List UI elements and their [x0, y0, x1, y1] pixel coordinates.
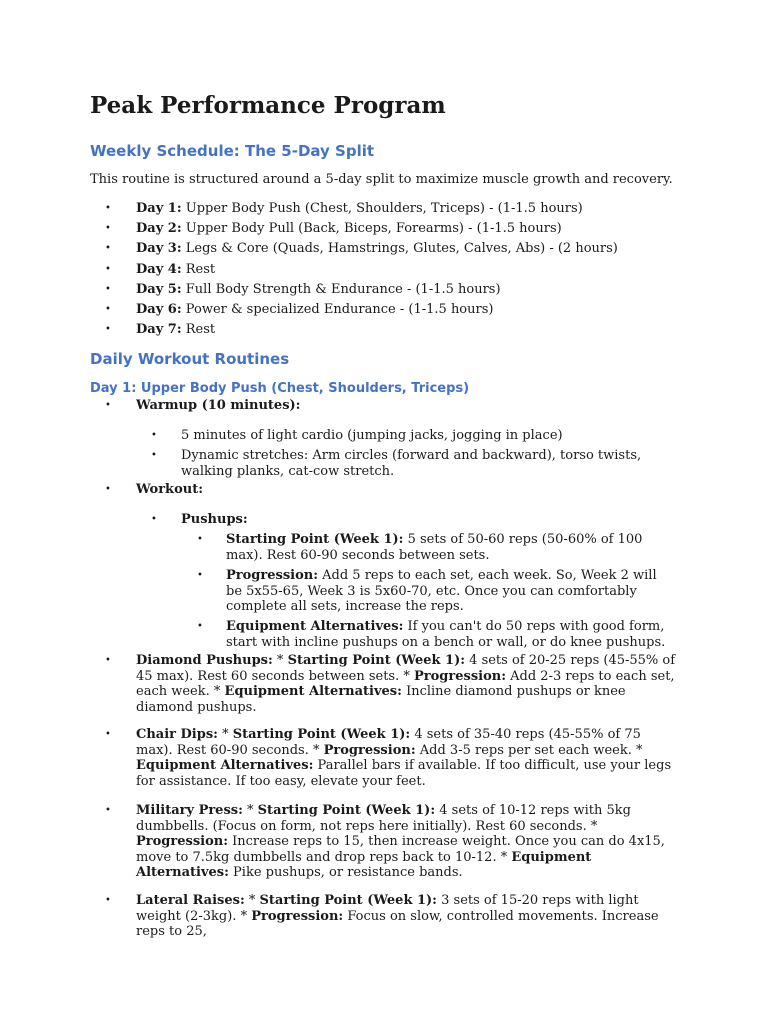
bullet: • — [105, 484, 111, 495]
schedule-intro: This routine is structured around a 5-day split to maximize muscle growth and recovery. — [90, 172, 673, 187]
bullet: • — [151, 514, 157, 525]
exercise-item: Lateral Raises: * Starting Point (Week 1): 3 sets of 15-20 reps with light weight (2-3kg). * Progression: Focus on slow, controlled movements. Increase reps to 25, — [136, 893, 659, 939]
bullet: • — [105, 895, 111, 906]
workout-label: Workout: — [136, 482, 203, 497]
bullet: • — [105, 284, 111, 295]
warmup-item: 5 minutes of light cardio (jumping jacks, jogging in place) — [181, 428, 563, 443]
bullet: • — [197, 621, 203, 632]
bullet: • — [197, 534, 203, 545]
document-title: Peak Performance Program — [90, 92, 446, 119]
weekly-schedule-heading: Weekly Schedule: The 5-Day Split — [90, 142, 375, 160]
list-item: Day 3: Legs & Core (Quads, Hamstrings, Glutes, Calves, Abs) - (2 hours) — [136, 241, 618, 256]
bullet: • — [105, 400, 111, 411]
bullet: • — [105, 243, 111, 254]
bullet: • — [197, 570, 203, 581]
bullet: • — [105, 264, 111, 275]
list-item: Day 2: Upper Body Pull (Back, Biceps, Forearms) - (1-1.5 hours) — [136, 221, 562, 236]
warmup-item: Dynamic stretches: Arm circles (forward and backward), torso twists, walking planks, cat-cow stretch. — [181, 448, 642, 479]
bullet: • — [105, 304, 111, 315]
bullet: • — [151, 430, 157, 441]
pushups-label: Pushups: — [181, 512, 248, 527]
bullet: • — [105, 655, 111, 666]
exercise-item: Diamond Pushups: * Starting Point (Week 1): 4 sets of 20-25 reps (45-55% of 45 max). Rest 60 seconds between sets. * Progression: Add 2-3 reps to each set, each week. * Equipment Alternatives: Incline diamond pushups or knee diamond pushups. — [136, 653, 676, 715]
bullet: • — [105, 324, 111, 335]
pushups-item: Starting Point (Week 1): 5 sets of 50-60 reps (50-60% of 100 max). Rest 60-90 seconds between sets. — [226, 532, 643, 563]
bullet: • — [105, 223, 111, 234]
bullet: • — [105, 805, 111, 816]
pushups-item: Progression: Add 5 reps to each set, each week. So, Week 2 will be 5x55-65, Week 3 is 5x60-70, etc. Once you can comfortably complete all sets, increase the reps. — [226, 568, 657, 614]
day1-heading: Day 1: Upper Body Push (Chest, Shoulders, Triceps) — [90, 381, 470, 396]
pushups-item: Equipment Alternatives: If you can't do 50 reps with good form, start with incline pushups on a bench or wall, or do knee pushups. — [226, 619, 666, 650]
exercise-item: Military Press: * Starting Point (Week 1): 4 sets of 10-12 reps with 5kg dumbbells. (Focus on form, not reps here initially). Rest 60 seconds. * Progression: Increase reps to 15, then increase weight. Once you can do 4x15, move to 7.5kg dumbbells and drop reps back to 10-12. * Equipment Alternatives: Pike pushups, or resistance bands. — [136, 803, 665, 880]
warmup-label: Warmup (10 minutes): — [136, 398, 301, 413]
bullet: • — [151, 450, 157, 461]
bullet: • — [105, 203, 111, 214]
list-item: Day 6: Power & specialized Endurance - (1-1.5 hours) — [136, 302, 494, 317]
list-item: Day 1: Upper Body Push (Chest, Shoulders, Triceps) - (1-1.5 hours) — [136, 201, 583, 216]
list-item: Day 7: Rest — [136, 322, 216, 337]
daily-routines-heading: Daily Workout Routines — [90, 350, 290, 368]
list-item: Day 4: Rest — [136, 262, 216, 277]
bullet: • — [105, 729, 111, 740]
list-item: Day 5: Full Body Strength & Endurance - (1-1.5 hours) — [136, 282, 501, 297]
exercise-item: Chair Dips: * Starting Point (Week 1): 4 sets of 35-40 reps (45-55% of 75 max). Rest 60-90 seconds. * Progression: Add 3-5 reps per set each week. * Equipment Alternatives: Parallel bars if available. If too difficult, use your legs for assistance. If too easy, elevate your feet. — [136, 727, 672, 789]
